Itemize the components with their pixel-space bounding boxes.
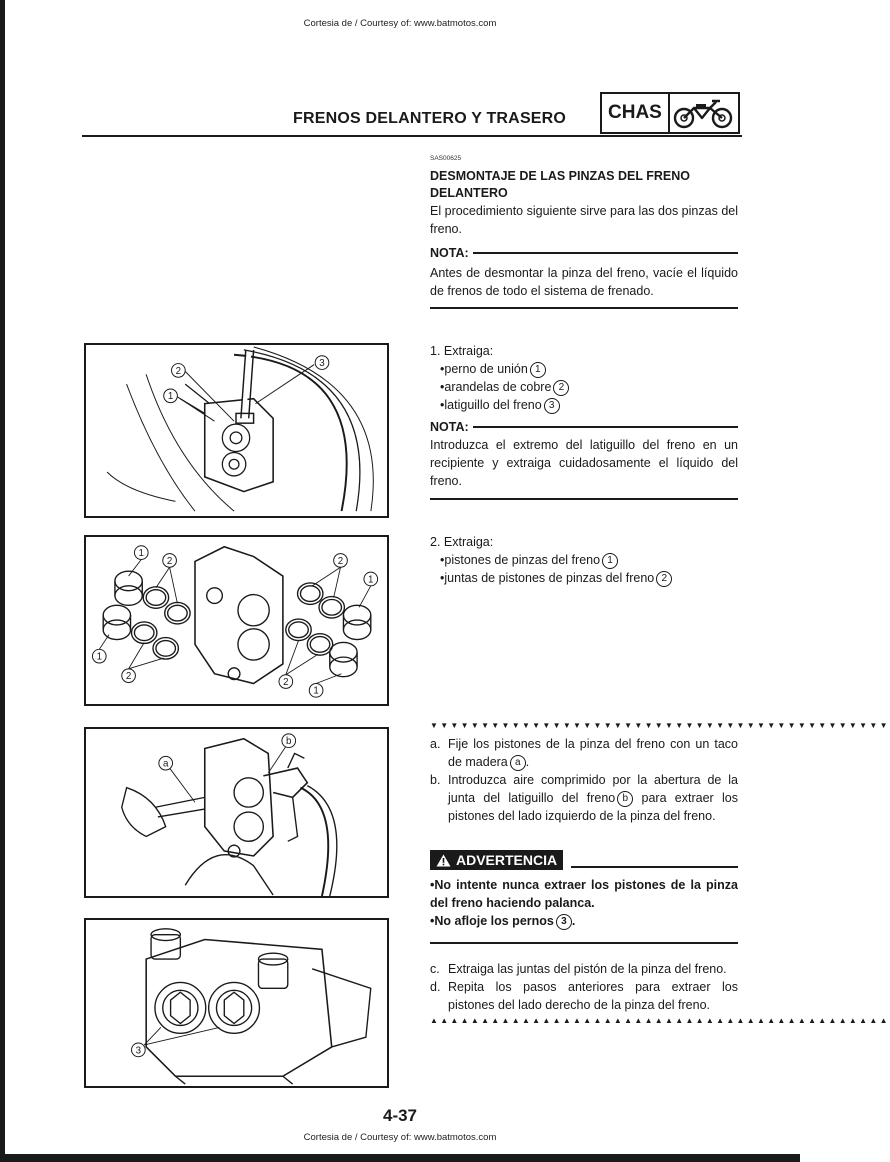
callout-mark: 2 bbox=[656, 571, 672, 587]
substeps-cd bbox=[430, 960, 890, 1026]
callout-mark: b bbox=[617, 791, 633, 807]
substep-b: b. Introduzca aire comprimido por la abertura de la junta del latiguillo del freno b para extraer los pistones del lado izquierdo de la pinza del freno. bbox=[430, 773, 738, 823]
fig2-callout-2b: 2 bbox=[125, 671, 132, 683]
nota-rule-2 bbox=[473, 426, 738, 428]
step-1-item-2: •arandelas de cobre 2 bbox=[430, 378, 738, 396]
chas-badge bbox=[600, 92, 740, 134]
step-1-heading: 1. Extraiga: bbox=[430, 344, 494, 358]
nota-end-rule-1 bbox=[430, 307, 738, 309]
fig2-callout-1d: 1 bbox=[313, 685, 319, 697]
nota-label-1: NOTA: bbox=[430, 246, 469, 260]
step-1-item-3: •latiguillo del freno 3 bbox=[430, 396, 738, 414]
step-2-item-1: •pistones de pinzas del freno 1 bbox=[430, 551, 738, 569]
warning-item-2: •No afloje los pernos 3 . bbox=[430, 914, 576, 928]
nota-rule-1 bbox=[473, 252, 738, 254]
courtesy-bottom: Cortesia de / Courtesy of: www.batmotos.com bbox=[303, 1132, 497, 1143]
header-rule bbox=[82, 135, 742, 137]
motorcycle-icon bbox=[670, 96, 738, 130]
page-left-border bbox=[0, 0, 5, 1162]
figure-compressed-air bbox=[84, 727, 389, 898]
figure-caliper-bolts bbox=[84, 918, 389, 1088]
substep-a: a. Fije los pistones de la pinza del freno con un taco de madera a . bbox=[430, 737, 738, 769]
callout-mark: 1 bbox=[602, 553, 618, 569]
step-2 bbox=[430, 533, 738, 587]
callout-mark: 3 bbox=[556, 914, 572, 930]
callout-mark: 2 bbox=[553, 380, 569, 396]
callout-mark: 3 bbox=[544, 398, 560, 414]
section-intro bbox=[430, 150, 738, 309]
figure-caliper-hose bbox=[84, 343, 389, 518]
figure-pistons-seals bbox=[84, 535, 389, 706]
fig2-callout-2d: 2 bbox=[283, 676, 289, 688]
fig2-callout-1b: 1 bbox=[96, 651, 103, 663]
nota-header-2 bbox=[430, 418, 738, 436]
section-title: DESMONTAJE DE LAS PINZAS DEL FRENO DELANTERO bbox=[430, 169, 690, 200]
step-1-item-1: •perno de unión 1 bbox=[430, 360, 738, 378]
step-1 bbox=[430, 342, 738, 500]
callout-mark: a bbox=[510, 755, 526, 771]
warning-triangle-icon bbox=[436, 854, 451, 867]
warning-item-1: •No intente nunca extraer los pistones de la pinza del freno haciendo palanca. bbox=[430, 878, 738, 910]
fig2-callout-2c: 2 bbox=[337, 555, 344, 567]
fig2-callout-2a: 2 bbox=[166, 555, 173, 567]
warning-label: ADVERTENCIA bbox=[456, 852, 558, 868]
fig1-callout-2: 2 bbox=[175, 365, 182, 377]
page-bottom-border bbox=[0, 1154, 800, 1162]
fig1-callout-3: 3 bbox=[319, 358, 325, 370]
fig3-callout-b: b bbox=[286, 736, 292, 748]
fig4-callout-3: 3 bbox=[135, 1045, 142, 1057]
substeps-ab bbox=[430, 721, 890, 825]
fig1-callout-1: 1 bbox=[167, 391, 174, 403]
substep-c: c. Extraiga las juntas del pistón de la pinza del freno. bbox=[430, 962, 727, 976]
section-intro-text: El procedimiento siguiente sirve para las dos pinzas del freno. bbox=[430, 204, 738, 236]
fig2-callout-1c: 1 bbox=[368, 574, 374, 586]
chas-badge-label: CHAS bbox=[602, 94, 670, 132]
triangle-divider-bottom: ▲▲▲▲▲▲▲▲▲▲▲▲▲▲▲▲▲▲▲▲▲▲▲▲▲▲▲▲▲▲▲▲▲▲▲▲▲▲▲▲▲▲▲▲▲ bbox=[430, 1016, 890, 1025]
courtesy-top: Cortesia de / Courtesy of: www.batmotos.com bbox=[303, 18, 497, 29]
fig3-callout-a: a bbox=[162, 758, 169, 770]
nota-text-2: Introduzca el extremo del latiguillo del freno en un recipiente y extraiga cuidadosamente el líquido del freno. bbox=[430, 438, 738, 488]
page-header-title: FRENOS DELANTERO Y TRASERO bbox=[293, 110, 567, 127]
step-2-heading: 2. Extraiga: bbox=[430, 535, 494, 549]
nota-end-rule-2 bbox=[430, 498, 738, 500]
warning-end-rule bbox=[430, 942, 738, 944]
warning-block bbox=[430, 850, 738, 944]
warning-header bbox=[430, 850, 738, 870]
nota-header-1 bbox=[430, 244, 738, 262]
step-2-item-2: •juntas de pistones de pinzas del freno 2 bbox=[430, 569, 738, 587]
triangle-divider-top: ▼▼▼▼▼▼▼▼▼▼▼▼▼▼▼▼▼▼▼▼▼▼▼▼▼▼▼▼▼▼▼▼▼▼▼▼▼▼▼▼▼▼▼▼▼ bbox=[430, 721, 890, 730]
fig2-callout-1a: 1 bbox=[138, 548, 144, 560]
section-code: SAS00625 bbox=[430, 155, 462, 162]
page-number: 4-37 bbox=[382, 1106, 418, 1125]
callout-mark: 1 bbox=[530, 362, 546, 378]
substep-d: d. Repita los pasos anteriores para extraer los pistones del lado derecho de la pinza del freno. bbox=[430, 980, 738, 1012]
warning-rule bbox=[571, 866, 738, 868]
nota-text-1: Antes de desmontar la pinza del freno, vacíe el líquido de frenos de todo el sistema de frenado. bbox=[430, 266, 738, 298]
warning-badge bbox=[430, 850, 563, 870]
nota-label-2: NOTA: bbox=[430, 420, 469, 434]
